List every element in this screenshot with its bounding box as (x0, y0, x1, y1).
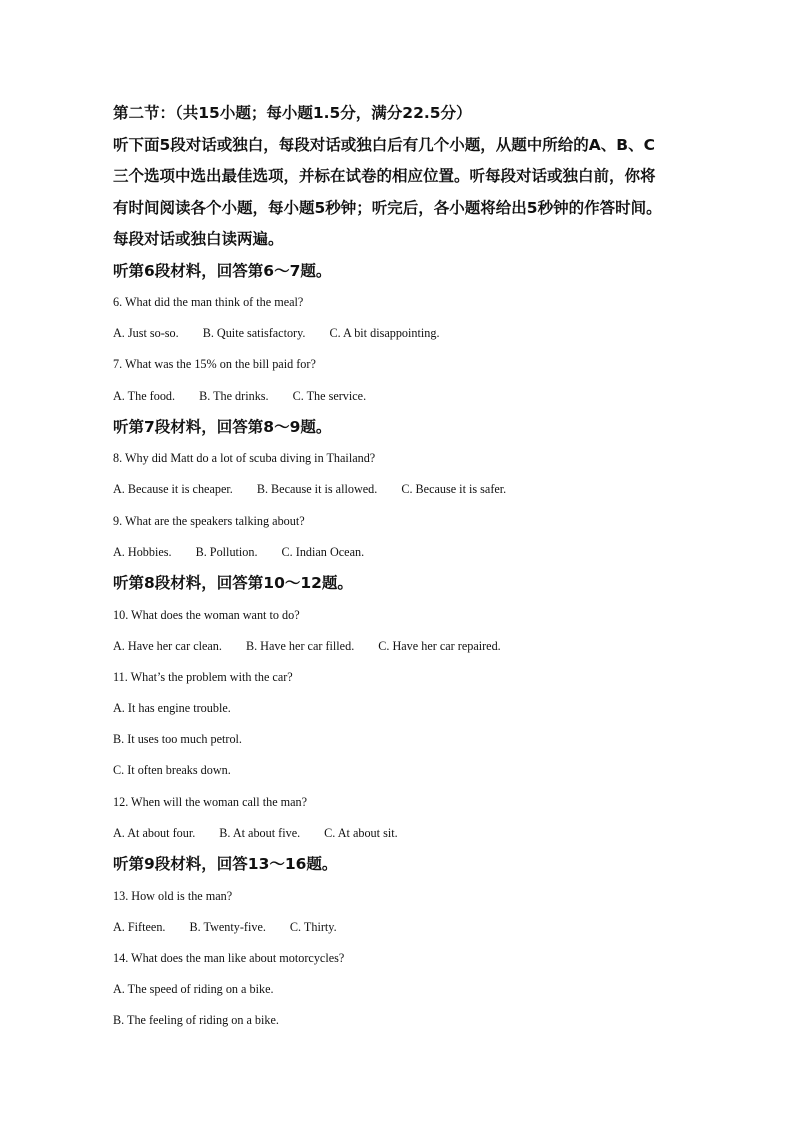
group-heading: 听第7段材料，回答第8～9题。 (113, 417, 332, 436)
option-c: C. A bit disappointing. (329, 326, 440, 341)
option-b: B. Have her car filled. (245, 638, 355, 653)
instruction-line: 每段对话或独白读两遍。 (113, 230, 284, 248)
question-options (113, 631, 713, 662)
option-a: A. The food. (113, 388, 176, 403)
option-c: C. At about sit. (324, 825, 398, 840)
question-stem: 9. What are the speakers talking about? (113, 513, 305, 528)
option-b: B. At about five. (219, 825, 301, 840)
question-stem: 12. When will the woman call the man? (113, 794, 308, 809)
option-c: C. Indian Ocean. (281, 544, 365, 559)
question-stem: 7. What was the 15% on the bill paid for? (113, 357, 316, 372)
question-options (113, 537, 713, 568)
question-stem: 6. What did the man think of the meal? (113, 295, 304, 309)
option-c: C. The service. (292, 388, 367, 403)
option-c: C. Thirty. (289, 919, 337, 934)
question-options (113, 381, 713, 412)
question-stem: 11. What’s the problem with the car? (113, 669, 293, 684)
question-options (113, 818, 713, 849)
option-c: C. It often breaks down. (113, 763, 231, 778)
question-stem: 13. How old is the man? (113, 888, 233, 903)
option-a: A. It has engine trouble. (113, 701, 231, 716)
question-options (113, 474, 713, 505)
group-heading: 听第8段材料，回答第10～12题。 (113, 574, 353, 592)
option-a: A. The speed of riding on a bike. (113, 982, 274, 997)
option-c: C. Have her car repaired. (378, 638, 501, 653)
instruction-line: 有时间阅读各个小题，每小题5秒钟；听完后，各小题将给出5秒钟的作答时间。 (113, 198, 662, 217)
option-b: B. Quite satisfactory. (202, 326, 306, 341)
option-b: B. Pollution. (195, 544, 258, 559)
option-b: B. The drinks. (199, 388, 269, 403)
question-stem: 10. What does the woman want to do? (113, 607, 300, 622)
option-a: A. At about four. (113, 825, 196, 840)
option-a: A. Hobbies. (113, 544, 172, 559)
question-options (113, 318, 713, 349)
instruction-line: 三个选项中选出最佳选项，并标在试卷的相应位置。听每段对话或独白前，你将 (113, 167, 656, 185)
instruction-line: 听下面5段对话或独白，每段对话或独白后有几个小题，从题中所给的A、B、C (113, 135, 655, 154)
option-a: A. Fifteen. (113, 919, 166, 934)
option-a: A. Just so-so. (113, 326, 179, 341)
section-title: 第二节：（共15小题；每小题1.5分，满分22.5分） (113, 104, 472, 122)
question-stem: 14. What does the man like about motorcycles? (113, 950, 345, 965)
exam-page (113, 98, 713, 1036)
option-a: A. Have her car clean. (113, 638, 222, 653)
option-c: C. Because it is safer. (401, 482, 507, 497)
group-heading: 听第9段材料，回答13～16题。 (113, 855, 338, 873)
option-b: B. It uses too much petrol. (113, 732, 242, 747)
question-options (113, 912, 713, 943)
option-b: B. Twenty-five. (189, 919, 266, 934)
question-stem: 8. Why did Matt do a lot of scuba diving in Thailand? (113, 451, 376, 466)
group-heading: 听第6段材料，回答第6～7题。 (113, 261, 332, 280)
option-a: A. Because it is cheaper. (113, 482, 233, 497)
option-b: B. Because it is allowed. (256, 482, 378, 497)
option-b: B. The feeling of riding on a bike. (113, 1013, 279, 1028)
